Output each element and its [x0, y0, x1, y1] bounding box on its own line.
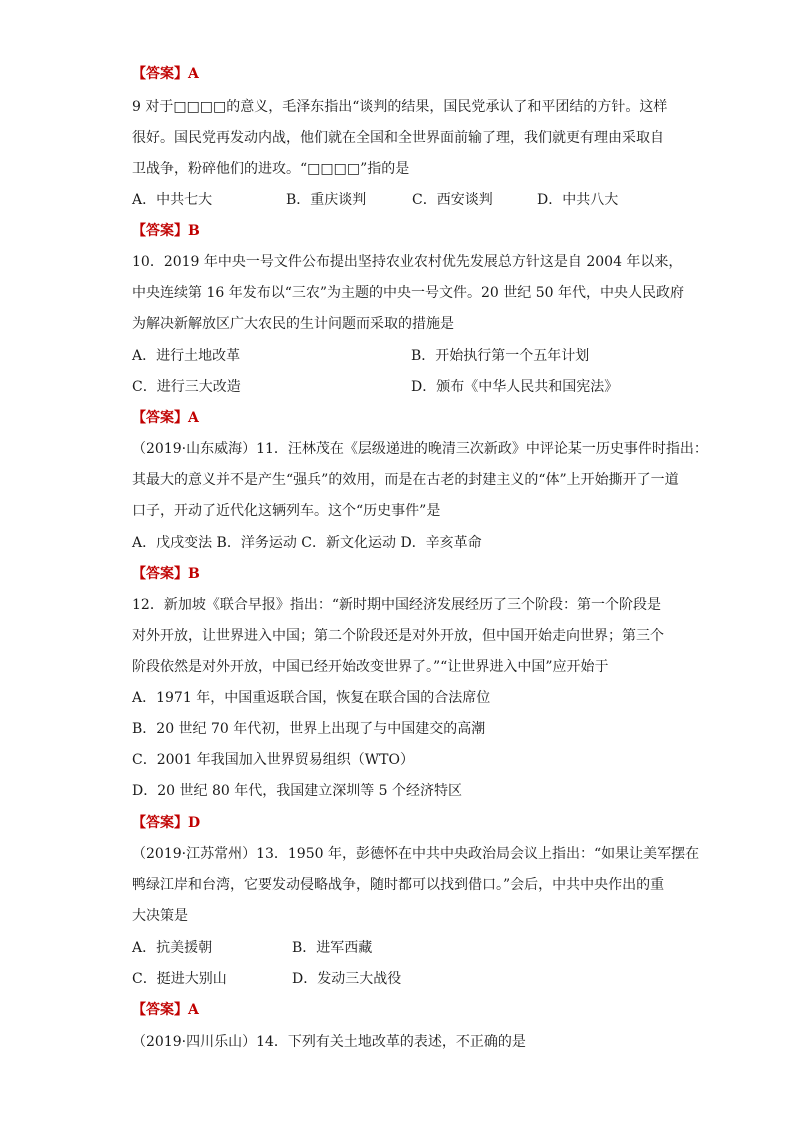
- question-text-line: 10．2019 年中央一号文件公布提出坚持农业农村优先发展总方针这是自 2004 年以来，: [132, 254, 683, 270]
- option-d: D．颁布《中华人民共和国宪法》: [411, 379, 619, 395]
- answer-letter: D: [188, 815, 201, 831]
- option-c: C．2001 年我国加入世界贸易组织（WTO）: [132, 752, 414, 768]
- answer-letter: B: [188, 566, 200, 582]
- option-c: C．西安谈判: [412, 192, 493, 208]
- option-d: D．中共八大: [537, 192, 619, 208]
- option-c: C．进行三大改造: [132, 379, 241, 395]
- question-text-line: 为解决新解放区广大农民的生计问题而采取的措施是: [132, 316, 454, 332]
- question-10: [132, 247, 685, 340]
- option-a: A．1971 年，中国重返联合国，恢复在联合国的合法席位: [132, 690, 491, 706]
- question-11-options: [132, 528, 672, 559]
- option-b: B．20 世纪 70 年代初，世界上出现了与中国建交的高潮: [132, 721, 486, 737]
- q8-answer: [132, 59, 672, 90]
- question-text-line: 卫战争，粉碎他们的进攻。“□□□□”指的是: [132, 161, 410, 177]
- answer-letter: A: [188, 66, 199, 82]
- option-a: A．中共七大: [132, 192, 213, 208]
- question-13-options-row1: [132, 933, 672, 964]
- question-9-options: [132, 185, 672, 216]
- question-text-line: （2019·山东威海）11．汪林茂在《层级递进的晚清三次新政》中评论某一历史事件时指出：: [132, 441, 708, 457]
- answer-letter: A: [188, 410, 199, 426]
- answer-label: 【答案】: [132, 223, 188, 239]
- q9-answer: [132, 216, 672, 247]
- option-d: D．发动三大战役: [292, 971, 402, 987]
- question-text-line: 口子，开动了近代化这辆列车。这个“历史事件”是: [132, 503, 441, 519]
- question-text-line: （2019·江苏常州）13．1950 年，彭德怀在中共中央政治局会议上指出：“如果让美军摆在: [132, 846, 700, 862]
- answer-label: 【答案】: [132, 566, 188, 582]
- option-c: C．挺进大别山: [132, 971, 227, 987]
- question-10-options-row2: [132, 372, 672, 403]
- q10-answer: [132, 403, 672, 434]
- option-b: B．开始执行第一个五年计划: [411, 348, 590, 364]
- question-text-line: 鸭绿江岸和台湾，它要发动侵略战争，随时都可以找到借口。”会后，中共中央作出的重: [132, 877, 665, 893]
- q13-answer: [132, 995, 672, 1026]
- q12-answer: [132, 808, 672, 839]
- option-a: A．抗美援朝: [132, 940, 213, 956]
- option-b: B．重庆谈判: [286, 192, 367, 208]
- question-13: [132, 839, 700, 932]
- question-text-line: 很好。国民党再发动内战，他们就在全国和全世界面前输了理，我们就更有理由采取自: [132, 130, 664, 146]
- question-14: [132, 1027, 672, 1058]
- question-12: [132, 590, 672, 807]
- question-text-line: 阶段依然是对外开放，中国已经开始改变世界了。”“让世界进入中国”应开始于: [132, 659, 609, 675]
- option-d: D．20 世纪 80 年代，我国建立深圳等 5 个经济特区: [132, 783, 463, 799]
- question-9: [132, 92, 672, 185]
- answer-letter: A: [188, 1002, 199, 1018]
- question-text-line: 其最大的意义并不是产生“强兵”的效用，而是在古老的封建主义的“体”上开始撕开了一道: [132, 472, 679, 488]
- question-text-line: 对外开放，让世界进入中国；第二个阶段还是对外开放，但中国开始走向世界；第三个: [132, 628, 664, 644]
- q11-answer: [132, 559, 672, 590]
- question-text-line: 9 对于□□□□的意义，毛泽东指出“谈判的结果，国民党承认了和平团结的方针。这样: [132, 99, 668, 115]
- answer-letter: B: [188, 223, 200, 239]
- question-11: [132, 434, 708, 527]
- answer-label: 【答案】: [132, 1002, 188, 1018]
- option-b: B．进军西藏: [292, 940, 373, 956]
- answer-label: 【答案】: [132, 815, 188, 831]
- question-text-line: （2019·四川乐山）14．下列有关土地改革的表述，不正确的是: [132, 1034, 526, 1050]
- answer-label: 【答案】: [132, 410, 188, 426]
- question-text-line: 12．新加坡《联合早报》指出：“新时期中国经济发展经历了三个阶段：第一个阶段是: [132, 597, 661, 613]
- answer-label: 【答案】: [132, 66, 188, 82]
- question-text-line: 中央连续第 16 年发布以“三农”为主题的中央一号文件。20 世纪 50 年代，中央人民政府: [132, 285, 685, 301]
- option-a: A．进行土地改革: [132, 348, 241, 364]
- question-text-line: 大决策是: [132, 908, 188, 924]
- question-10-options-row1: [132, 341, 672, 372]
- options-line: A．戊戌变法 B．洋务运动 C．新文化运动 D．辛亥革命: [132, 535, 482, 551]
- question-13-options-row2: [132, 964, 672, 995]
